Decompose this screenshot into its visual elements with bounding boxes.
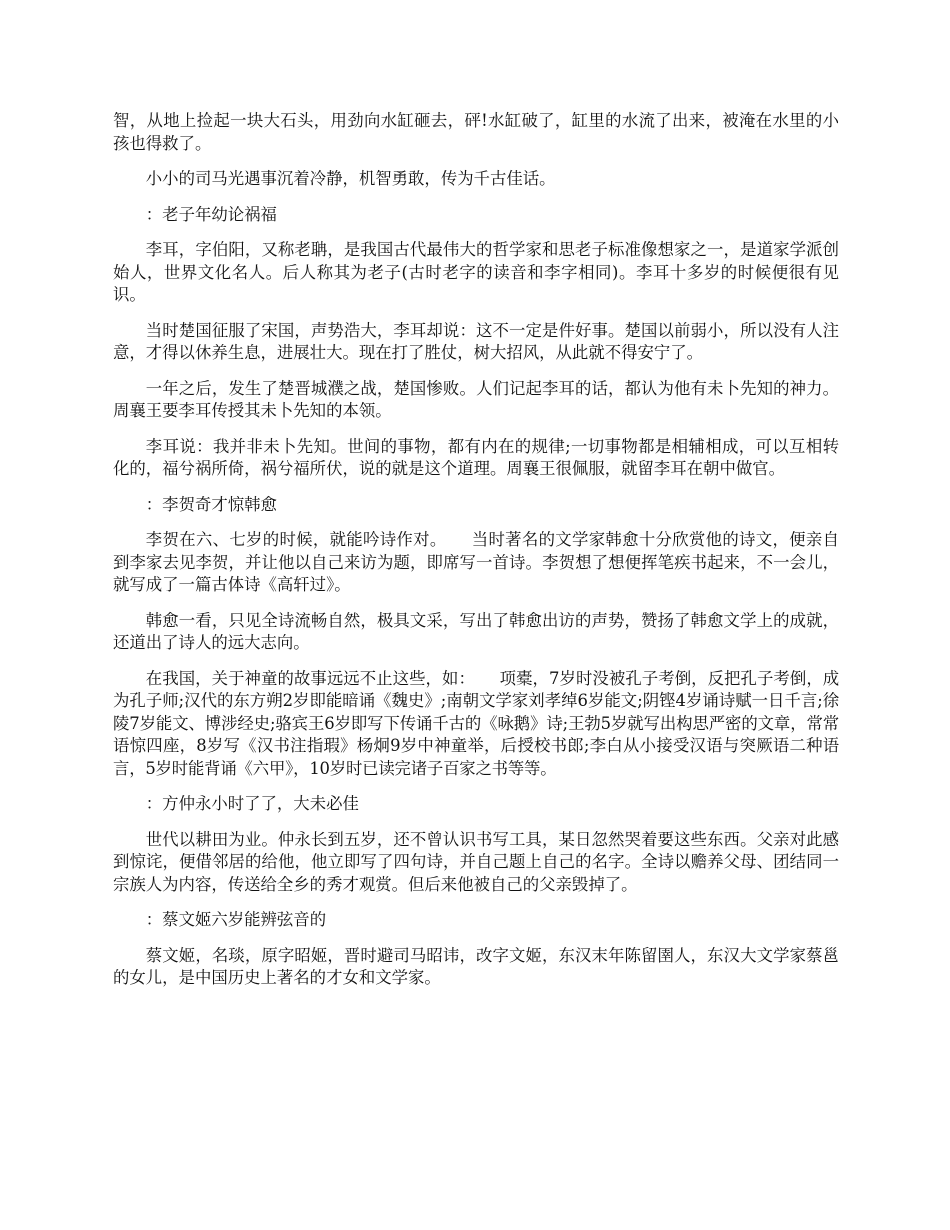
paragraph-li-he-poem: 李贺在六、七岁的时候，就能吟诗作对。 当时著名的文学家韩愈十分欣赏他的诗文，便亲自到李家去见李贺，并让他以自己来访为题，即席写一首诗。李贺想了想便挥笔疾书起来，不一会儿，就写成了一篇古体诗《高轩过》。 [113, 530, 839, 594]
document-body [113, 110, 839, 1003]
section-heading-cai-wenji: ：蔡文姬六岁能辨弦音的 [145, 910, 327, 929]
section-heading-li-he: ：李贺奇才惊韩愈 [145, 494, 277, 514]
paragraph-laozi-chu-song: 当时楚国征服了宋国，声势浩大，李耳却说：这不一定是件好事。楚国以前弱小，所以没有人注意，才得以休养生息，进展壮大。现在打了胜仗，树大招风，从此就不得安宁了。 [113, 320, 839, 362]
paragraph-laozi-answer: 李耳说：我并非未卜先知。世间的事物，都有内在的规律;一切事物都是相辅相成，可以互相转化的，福兮祸所倚，祸兮福所伏，说的就是这个道理。周襄王很佩服，就留李耳在朝中做官。 [113, 436, 839, 478]
paragraph-han-yu-praise: 韩愈一看，只见全诗流畅自然，极具文采，写出了韩愈出访的声势，赞扬了韩愈文学上的成就，还道出了诗人的远大志向。 [113, 610, 839, 652]
paragraph-sima-guang-ending: 智，从地上捡起一块大石头，用劲向水缸砸去，砰!水缸破了，缸里的水流了出来，被淹在水里的小孩也得救了。 [113, 111, 839, 153]
paragraph-fang-zhongyong: 世代以耕田为业。仲永长到五岁，还不曾认识书写工具，某日忽然哭着要这些东西。父亲对此感到惊诧，便借邻居的给他，他立即写了四句诗，并自己题上自己的名字。全诗以赡养父母、团结同一宗族人为内容，传送给全乡的秀才观赏。但后来他被自己的父亲毁掉了。 [113, 829, 839, 894]
paragraph-cai-wenji: 蔡文姬，名琰，原字昭姬，晋时避司马昭讳，改字文姬，东汉末年陈留圉人，东汉大文学家蔡邕的女儿，是中国历史上著名的才女和文学家。 [113, 945, 839, 987]
paragraph-child-prodigies: 在我国，关于神童的故事远远不止这些，如： 项橐，7岁时没被孔子考倒，反把孔子考倒，成为孔子师;汉代的东方朔2岁即能暗诵《魏史》;南朝文学家刘孝绰6岁能文;阴铿4岁诵诗赋一日千言;徐陵7岁能文、博涉经史;骆宾王6岁即写下传诵千古的《咏鹅》诗;王勃5岁就写出构思严密的文章，常常语惊四座，8岁写《汉书注指瑕》杨炯9岁中神童举，后授校书郎;李白从小接受汉语与突厥语二种语言，5岁时能背诵《六甲》，10岁时已读完诸子百家之书等等。 [113, 668, 839, 778]
paragraph-laozi-battle: 一年之后，发生了楚晋城濮之战，楚国惨败。人们记起李耳的话，都认为他有未卜先知的神力。周襄王要李耳传授其未卜先知的本领。 [113, 378, 839, 420]
paragraph-laozi-intro: 李耳，字伯阳，又称老聃，是我国古代最伟大的哲学家和思老子标准像想家之一，是道家学派创始人，世界文化名人。后人称其为老子(古时老字的读音和李字相同)。李耳十多岁的时候便很有见识。 [113, 240, 839, 304]
section-heading-fang-zhongyong: ：方仲永小时了了，大未必佳 [145, 794, 359, 813]
section-heading-laozi: ：老子年幼论祸福 [145, 204, 277, 224]
paragraph-sima-guang-summary: 小小的司马光遇事沉着冷静，机智勇敢，传为千古佳话。 [145, 169, 556, 188]
